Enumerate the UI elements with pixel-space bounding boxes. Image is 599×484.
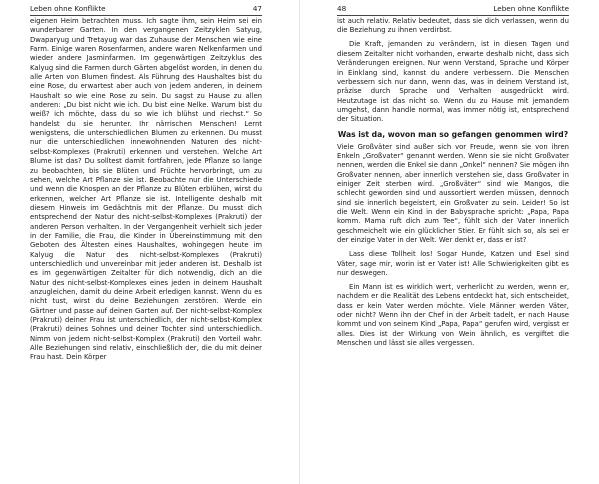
left-running-head: [30, 4, 262, 14]
right-page-number: 48: [337, 4, 347, 13]
right-running-head: [337, 4, 569, 14]
right-paragraph-5: Ein Mann ist es wirklich wert, verherlicht zu werden, wenn er, nachdem er die Realität des Lebens entdeckt hat, sich entscheidet, dass er kein Vater werden möchte. Viele Männer werden Väter, oder nicht? Wenn ihn der Chef in der Arbeit tadelt, er nach Hause kommt und von seinem Kind „Papa, Papa“ gerufen wird, vergisst er alles. Dies ist der Wirkung von Wein ähnlich, es vergiftet die Menschen und lässt sie alles vergessen.: [337, 282, 569, 348]
left-page: [0, 0, 299, 484]
right-page: [300, 0, 599, 484]
right-paragraph-1: ist auch relativ. Relativ bedeutet, dass sie dich verlassen, wenn du die Beziehung zu ihnen verdirbst.: [337, 17, 569, 35]
left-page-number: 47: [252, 4, 262, 13]
left-body-text: [30, 17, 262, 363]
left-header-title: Leben ohne Konflikte: [30, 4, 106, 13]
left-paragraph-1: eigenen Heim betrachten muss. Ich sagte ihm, sein Heim sei ein wunderbarer Garten. In den vergangenen Zeitzyklen Satyug, Dwaparyug und Tretayug war das Zuhause der Menschen wie eine Farm. Einige waren Rosenfarmen, andere waren Nelkenfarmen und wieder andere Jasminfarmen. Im gegenwärtigen Zeitzyklus des Kalyug sind die Farmen durch Gärten abgelöst worden, in denen du alle Arten von Blumen findest. Als Führung des Haushaltes bist du eine Rose, du erwartest aber auch von jedem anderen, in deinem Haushalt so wie eine Rose zu sein. Du sagst zu Hause zu allen anderen: „Du bist nicht wie ich. Du bist eine Nelke. Warum bist du weiß? ich möchte, dass du so wie ich blühst und riechst.“ So handelst du sie herunter. Ihr närrischen Menschen! Lernt wenigstens, die unterschiedlichen Blumen zu erkennen. Du musst nur die unterschiedlichen innewohnenden Naturen des nicht-selbst-Komplexes (Prakruti) erkennen und verstehen. Welche Art Blume ist das? Du solltest damit fortfahren, jede Pflanze so lange zu beobachten, bis sie Blüten und Früchte hervorbringt, um zu sehen, welche Art Pflanze sie ist. Beobachte nur die Unterschiede und wenn die Knospen an der Pflanze zu Blüten erblühen, wirst du erkennen, welcher Art Pflanze sie ist. Intelligente deshalb mit diesem Hinweis im Gedächtnis mit der Pflanze. Du musst dich entsprechend der Natur des nicht-selbst-Komplexes (Prakruti) der anderen Person verhalten. In der Vergangenheit verhielt sich jeder in der Familie, die Frau, die Kinder in Übereinstimmung mit den Geboten des Ältesten eines Haushaltes, wohingegen heute im Kalyug die Natur des nicht-selbst-Komplexes (Prakruti) unterschiedlich und unvereinbar mit jeder anderen ist. Deshalb ist es im gegenwärtigen Zeitalter für dich notwendig, dich an die Natur des nicht-selbst-Komplexes eines jeden in deinem Haushalt anzugleichen, damit du deine Arbeit erledigen kannst. Wenn du es nicht tust, wirst du deine Beziehungen zerstören. Werde ein Gärtner und passe auf deinen Garten auf. Der nicht-selbst-Komplex (Prakruti) deiner Frau ist unterschiedlich, der nicht-selbst-Komplex (Prakruti) deines Sohnes und deiner Tochter sind unterschiedlich. Nimm von jedem nicht-selbst-Komplex (Prakruti) den Vorteil wahr. Alle Beziehungen sind relativ, einschließlich der, die du mit deiner Frau hast. Dein Körper: [30, 17, 262, 362]
right-header-title: Leben ohne Konflikte: [493, 4, 569, 13]
right-paragraph-3: Viele Großväter sind außer sich vor Freude, wenn sie von ihren Enkeln „Großvater“ genannt werden. Wenn sie sie nicht Großvater nennen, werden die Enkel sie dann „Onkel“ nennen? Sie mögen ihn Großvater nennen, aber innerlich verstehen sie, dass Großvater in einiger Zeit sterben wird. „Großväter“ sind wie Mangos, die schlecht geworden sind und aussortiert werden müssen, dennoch sind sie innerlich begeistert, ein Großvater zu sein. Leider! So ist die Welt. Wenn ein Kind in der Babysprache spricht: „Papa, Papa komm. Mama ruft dich zum Tee“, fühlt sich der Vater innerlich geschmeichelt wie ein glücklicher Stier. Er fühlt sich so, als sei er der einzige Vater in der Welt. Wer denkt er, dass er ist?: [337, 142, 569, 245]
section-heading: Was ist da, wovon man so gefangen genommen wird?: [337, 129, 569, 139]
left-header-rule: [30, 15, 262, 16]
right-header-rule: [337, 15, 569, 16]
right-body-text: [337, 17, 569, 348]
right-paragraph-4: Lass diese Tollheit los! Sogar Hunde, Katzen und Esel sind Väter, sage mir, worin ist er Vater ist! Alle Schwierigkeiten gibt es nur deswegen.: [337, 250, 569, 277]
right-paragraph-2: Die Kraft, jemanden zu verändern, ist in diesen Tagen und diesem Zeitalter nicht vorhanden, erwarte deshalb nicht, dass sich Veränderungen ereignen. Nur wenn Verstand, Sprache und Körper in Einklang sind, kannst du andere verbessern. Die Menschen verbessern sich nur dann, wenn das, was in deinem Verstand ist, präzise durch Sprache und Verhalten ausgedrückt wird. Heutzutage ist das nicht so. Wenn du zu Hause mit jemandem umgehst, dann handle normal, was immer nötig ist, entsprechend der Situation.: [337, 40, 569, 124]
